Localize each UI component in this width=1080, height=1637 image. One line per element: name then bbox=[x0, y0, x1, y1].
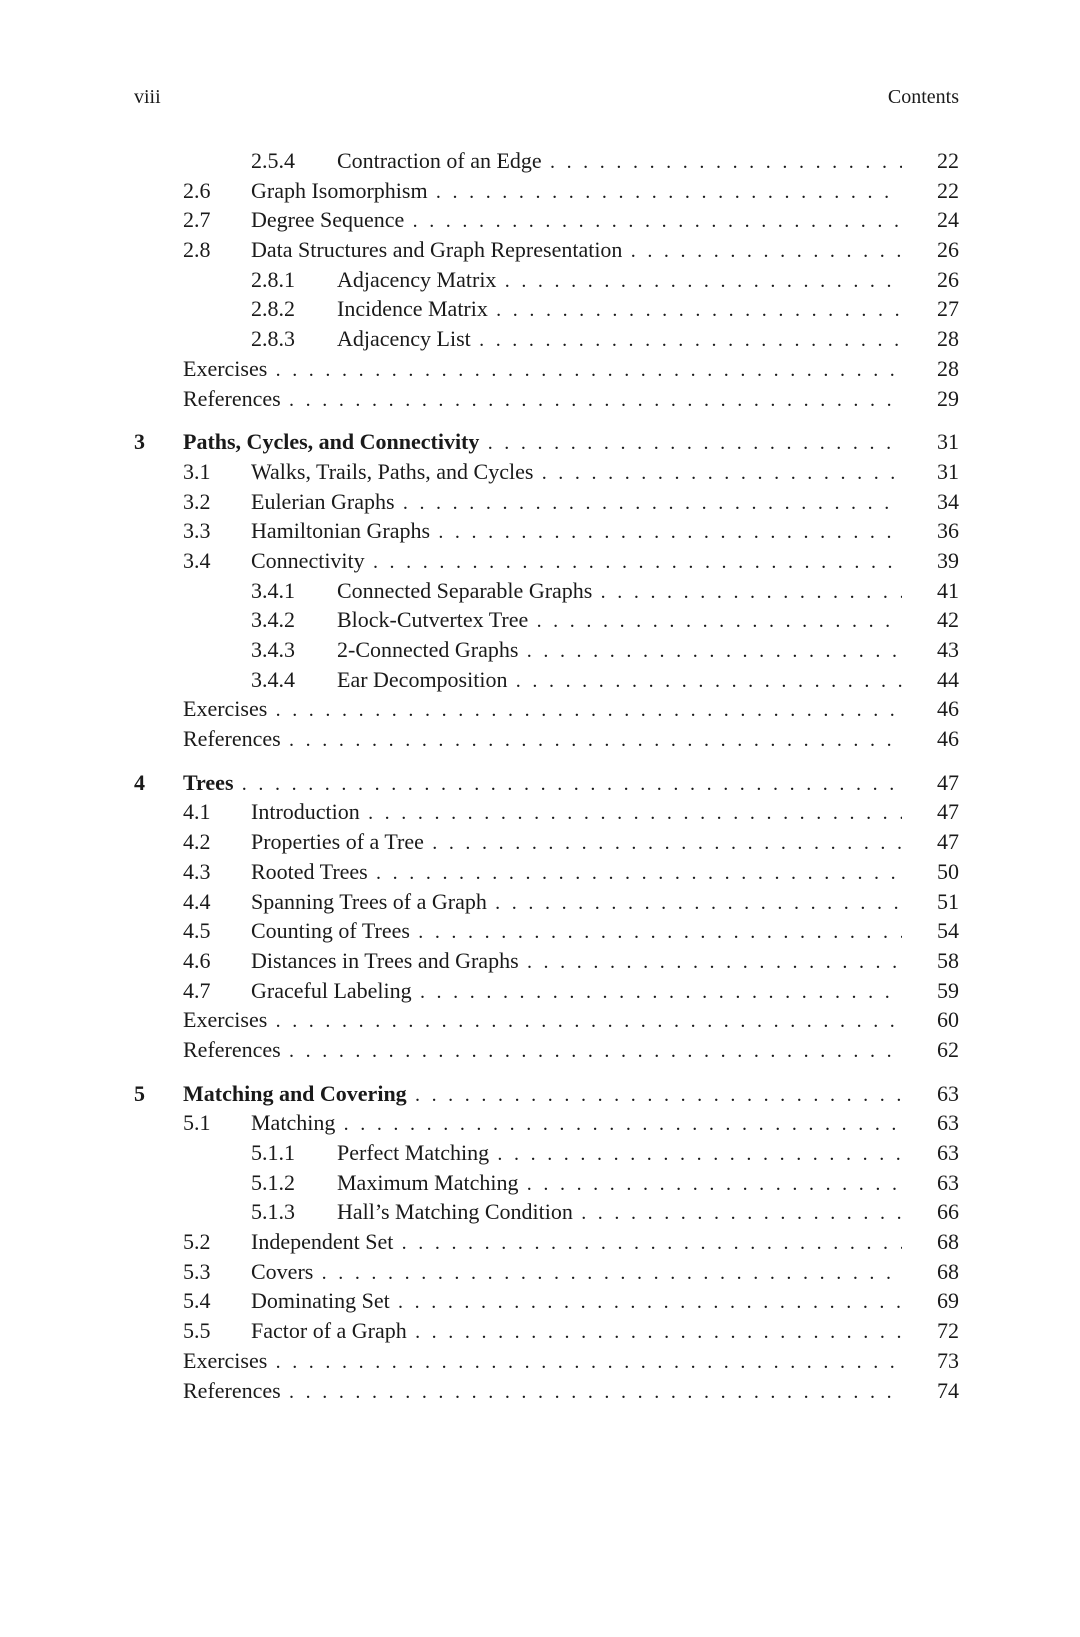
entry-title: References . . . bbox=[183, 1376, 902, 1408]
entry-page-number: 72 bbox=[937, 1318, 959, 1344]
entry-number: 4.3 bbox=[183, 858, 211, 884]
entry-page-number: 59 bbox=[937, 977, 959, 1003]
toc-entry-back bbox=[0, 1005, 1080, 1035]
entry-title: 2-Connected Graphs . . . bbox=[337, 635, 902, 667]
entry-title: Graph Isomorphism . . . bbox=[251, 176, 902, 208]
entry-number: 2.8 bbox=[183, 237, 211, 263]
toc-entry-section bbox=[0, 827, 1080, 857]
entry-title: Connected Separable Graphs . . . bbox=[337, 576, 902, 608]
entry-page-number: 50 bbox=[937, 858, 959, 884]
entry-number: 4.4 bbox=[183, 888, 211, 914]
entry-page-number: 41 bbox=[937, 577, 959, 603]
entry-number: 3.4.1 bbox=[251, 577, 295, 603]
entry-title: Dominating Set . . . bbox=[251, 1286, 902, 1318]
entry-number: 3 bbox=[134, 429, 145, 455]
entry-title: Hall’s Matching Condition . . . bbox=[337, 1197, 902, 1229]
toc-entry-subsection bbox=[0, 665, 1080, 695]
entry-page-number: 46 bbox=[937, 726, 959, 752]
entry-number: 5 bbox=[134, 1080, 145, 1106]
entry-title: Introduction . . . bbox=[251, 797, 902, 829]
toc-entry-section bbox=[0, 1108, 1080, 1138]
entry-title: Maximum Matching . . . bbox=[337, 1168, 902, 1200]
toc-entry-section bbox=[0, 546, 1080, 576]
entry-title: Rooted Trees . . . bbox=[251, 857, 902, 889]
toc-entry-subsection bbox=[0, 605, 1080, 635]
entry-title: References . . . bbox=[183, 384, 902, 416]
toc-entry-section bbox=[0, 976, 1080, 1006]
toc-entry-back bbox=[0, 384, 1080, 414]
entry-page-number: 47 bbox=[937, 829, 959, 855]
entry-number: 5.5 bbox=[183, 1318, 211, 1344]
entry-page-number: 46 bbox=[937, 696, 959, 722]
toc-entry-section bbox=[0, 235, 1080, 265]
entry-page-number: 68 bbox=[937, 1229, 959, 1255]
toc-entry-back bbox=[0, 1035, 1080, 1065]
toc-entry-back bbox=[0, 1376, 1080, 1406]
entry-title: Adjacency List . . . bbox=[337, 324, 902, 356]
entry-number: 5.1 bbox=[183, 1110, 211, 1136]
entry-title: References . . . bbox=[183, 724, 902, 756]
entry-number: 4.5 bbox=[183, 918, 211, 944]
toc-entry-subsection bbox=[0, 1138, 1080, 1168]
entry-number: 2.8.1 bbox=[251, 266, 295, 292]
entry-title: Data Structures and Graph Representation . . . bbox=[251, 235, 902, 267]
entry-title: Eulerian Graphs . . . bbox=[251, 487, 902, 519]
entry-page-number: 68 bbox=[937, 1258, 959, 1284]
entry-page-number: 54 bbox=[937, 918, 959, 944]
entry-title: Spanning Trees of a Graph . . . bbox=[251, 887, 902, 919]
entry-number: 3.1 bbox=[183, 458, 211, 484]
entry-title: Adjacency Matrix . . . bbox=[337, 265, 902, 297]
entry-number: 5.1.3 bbox=[251, 1199, 295, 1225]
toc-entry-back bbox=[0, 1346, 1080, 1376]
toc-entry-chapter bbox=[0, 768, 1080, 798]
entry-title: Hamiltonian Graphs . . . bbox=[251, 516, 902, 548]
entry-page-number: 42 bbox=[937, 607, 959, 633]
entry-page-number: 39 bbox=[937, 547, 959, 573]
toc-entry-section bbox=[0, 857, 1080, 887]
entry-number: 4.1 bbox=[183, 799, 211, 825]
toc-entry-subsection bbox=[0, 576, 1080, 606]
entry-title: Ear Decomposition . . . bbox=[337, 665, 902, 697]
toc-entry-subsection bbox=[0, 1168, 1080, 1198]
entry-page-number: 22 bbox=[937, 177, 959, 203]
entry-number: 4 bbox=[134, 769, 145, 795]
entry-page-number: 60 bbox=[937, 1007, 959, 1033]
running-title: Contents bbox=[887, 86, 959, 108]
entry-number: 4.7 bbox=[183, 977, 211, 1003]
entry-title: Distances in Trees and Graphs . . . bbox=[251, 946, 902, 978]
toc-entry-section bbox=[0, 205, 1080, 235]
toc-entry-section bbox=[0, 1257, 1080, 1287]
entry-title: Matching and Covering . . . bbox=[183, 1079, 902, 1111]
entry-title: Contraction of an Edge . . . bbox=[337, 146, 902, 178]
entry-number: 5.1.2 bbox=[251, 1169, 295, 1195]
entry-page-number: 29 bbox=[937, 385, 959, 411]
entry-page-number: 63 bbox=[937, 1110, 959, 1136]
entry-number: 2.6 bbox=[183, 177, 211, 203]
entry-page-number: 28 bbox=[937, 326, 959, 352]
entry-page-number: 31 bbox=[937, 458, 959, 484]
entry-title: Matching . . . bbox=[251, 1108, 902, 1140]
toc-entry-section bbox=[0, 887, 1080, 917]
entry-title: Degree Sequence . . . bbox=[251, 205, 902, 237]
entry-title: Exercises . . . bbox=[183, 1346, 902, 1378]
entry-title: Exercises . . . bbox=[183, 1005, 902, 1037]
toc-entry-back bbox=[0, 694, 1080, 724]
entry-page-number: 47 bbox=[937, 769, 959, 795]
toc-entry-section bbox=[0, 916, 1080, 946]
entry-number: 2.5.4 bbox=[251, 148, 295, 173]
entry-page-number: 26 bbox=[937, 266, 959, 292]
entry-page-number: 26 bbox=[937, 237, 959, 263]
toc-entry-section bbox=[0, 1286, 1080, 1316]
entry-title: Covers . . . bbox=[251, 1257, 902, 1289]
entry-title: Paths, Cycles, and Connectivity . . . bbox=[183, 427, 902, 459]
toc-entry-back bbox=[0, 354, 1080, 384]
entry-page-number: 62 bbox=[937, 1036, 959, 1062]
toc-entry-section bbox=[0, 516, 1080, 546]
toc-entry-subsection bbox=[0, 1197, 1080, 1227]
entry-number: 2.8.3 bbox=[251, 326, 295, 352]
entry-title: References . . . bbox=[183, 1035, 902, 1067]
entry-title: Walks, Trails, Paths, and Cycles . . . bbox=[251, 457, 902, 489]
entry-page-number: 51 bbox=[937, 888, 959, 914]
entry-number: 4.6 bbox=[183, 947, 211, 973]
toc-entry-subsection bbox=[0, 635, 1080, 665]
entry-page-number: 63 bbox=[937, 1080, 959, 1106]
entry-title: Trees . . . bbox=[183, 768, 902, 800]
running-head bbox=[0, 86, 1080, 110]
entry-page-number: 28 bbox=[937, 355, 959, 381]
entry-page-number: 69 bbox=[937, 1288, 959, 1314]
entry-page-number: 22 bbox=[937, 148, 959, 173]
toc-entry-subsection bbox=[0, 265, 1080, 295]
entry-page-number: 58 bbox=[937, 947, 959, 973]
entry-number: 5.3 bbox=[183, 1258, 211, 1284]
toc-entry-chapter bbox=[0, 427, 1080, 457]
toc-entry-subsection bbox=[0, 146, 1080, 176]
entry-number: 5.1.1 bbox=[251, 1140, 295, 1165]
toc-entry-subsection bbox=[0, 294, 1080, 324]
entry-title: Exercises . . . bbox=[183, 354, 902, 386]
entry-page-number: 44 bbox=[937, 666, 959, 692]
entry-number: 3.3 bbox=[183, 518, 211, 544]
entry-title: Connectivity . . . bbox=[251, 546, 902, 578]
table-of-contents bbox=[0, 146, 1080, 1405]
entry-page-number: 66 bbox=[937, 1199, 959, 1225]
toc-entry-section bbox=[0, 457, 1080, 487]
entry-title: Independent Set . . . bbox=[251, 1227, 902, 1259]
entry-number: 3.4.4 bbox=[251, 666, 295, 692]
entry-number: 2.8.2 bbox=[251, 296, 295, 322]
entry-number: 2.7 bbox=[183, 207, 211, 233]
toc-entry-section bbox=[0, 946, 1080, 976]
entry-number: 3.4.3 bbox=[251, 637, 295, 662]
entry-page-number: 36 bbox=[937, 518, 959, 544]
entry-number: 3.4.2 bbox=[251, 607, 295, 633]
toc-entry-chapter bbox=[0, 1079, 1080, 1109]
entry-title: Properties of a Tree . . . bbox=[251, 827, 902, 859]
toc-entry-section bbox=[0, 487, 1080, 517]
entry-page-number: 43 bbox=[937, 637, 959, 662]
entry-title: Counting of Trees . . . bbox=[251, 916, 902, 948]
entry-page-number: 34 bbox=[937, 488, 959, 514]
entry-number: 4.2 bbox=[183, 829, 211, 855]
entry-number: 3.2 bbox=[183, 488, 211, 514]
toc-entry-section bbox=[0, 176, 1080, 206]
toc-entry-subsection bbox=[0, 324, 1080, 354]
entry-title: Block-Cutvertex Tree . . . bbox=[337, 605, 902, 637]
entry-page-number: 73 bbox=[937, 1347, 959, 1373]
entry-page-number: 47 bbox=[937, 799, 959, 825]
page-number: viii bbox=[134, 86, 161, 108]
entry-title: Factor of a Graph . . . bbox=[251, 1316, 902, 1348]
entry-title: Graceful Labeling . . . bbox=[251, 976, 902, 1008]
entry-title: Perfect Matching . . . bbox=[337, 1138, 902, 1170]
entry-page-number: 63 bbox=[937, 1169, 959, 1195]
entry-title: Exercises . . . bbox=[183, 694, 902, 726]
entry-number: 5.4 bbox=[183, 1288, 211, 1314]
entry-page-number: 74 bbox=[937, 1377, 959, 1403]
toc-entry-section bbox=[0, 1316, 1080, 1346]
toc-entry-section bbox=[0, 797, 1080, 827]
entry-page-number: 24 bbox=[937, 207, 959, 233]
toc-entry-back bbox=[0, 724, 1080, 754]
toc-entry-section bbox=[0, 1227, 1080, 1257]
entry-page-number: 27 bbox=[937, 296, 959, 322]
entry-number: 3.4 bbox=[183, 547, 211, 573]
entry-title: Incidence Matrix . . . bbox=[337, 294, 902, 326]
entry-number: 5.2 bbox=[183, 1229, 211, 1255]
entry-page-number: 31 bbox=[937, 429, 959, 455]
entry-page-number: 63 bbox=[937, 1140, 959, 1165]
